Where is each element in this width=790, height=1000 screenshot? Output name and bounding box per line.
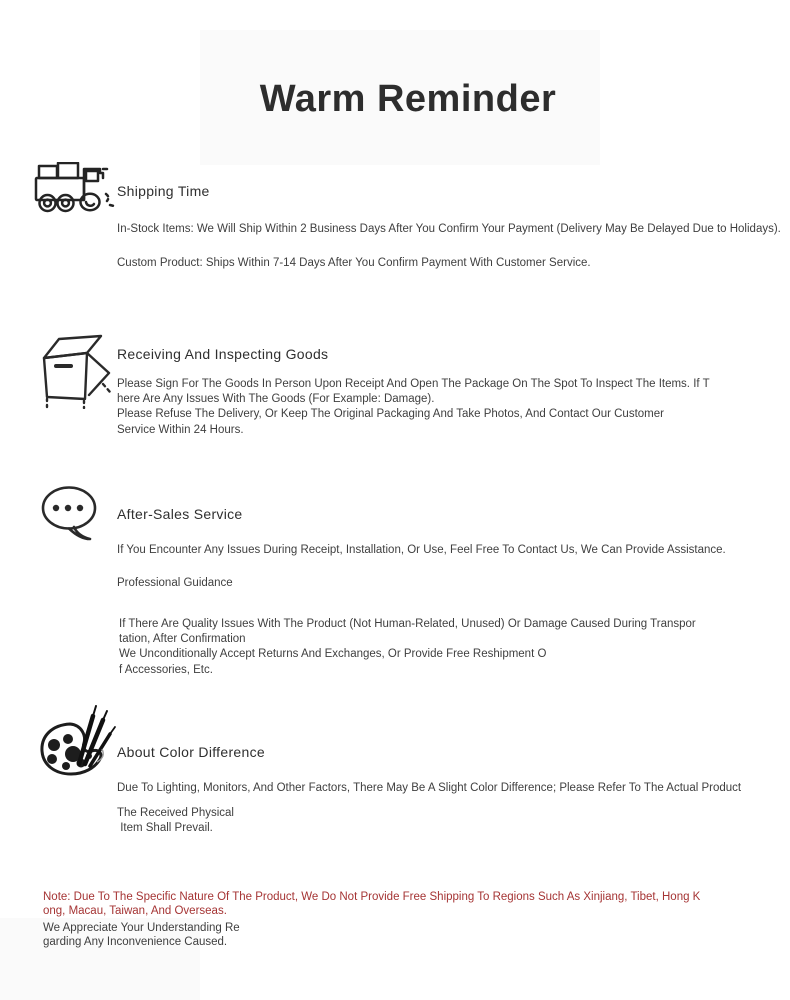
note-line: We Appreciate Your Understanding Re — [43, 922, 240, 934]
note-line: garding Any Inconvenience Caused. — [43, 936, 228, 949]
text-line: Service Within 24 Hours. — [117, 423, 244, 436]
color-difference-text: Due To Lighting, Monitors, And Other Factors, There May Be A Slight Color Difference; Please Refer To The Actual Product — [117, 782, 742, 794]
section-heading-shipping-time: Shipping Time — [117, 183, 210, 199]
text-line: If There Are Quality Issues With The Product (Not Human-Related, Unused) Or Damage Caused During Transpor — [119, 618, 696, 630]
shipping-regions-note — [43, 890, 790, 919]
section-heading-color-difference: About Color Difference — [117, 744, 265, 760]
text-line: here Are Any Issues With The Goods (For Example: Damage). — [117, 393, 435, 406]
shipping-custom-text: Custom Product: Ships Within 7-14 Days After You Confirm Payment With Customer Service. — [117, 257, 591, 269]
text-line: We Unconditionally Accept Returns And Exchanges, Or Provide Free Reshipment O — [119, 648, 547, 661]
text-line: f Accessories, Etc. — [119, 663, 213, 676]
note-line: ong, Macau, Taiwan, And Overseas. — [43, 905, 227, 918]
aftersales-returns-text — [119, 617, 790, 678]
box-icon — [37, 329, 113, 409]
text-line: tation, After Confirmation — [119, 633, 246, 646]
page-title: Warm Reminder — [259, 78, 557, 120]
truck-icon — [34, 162, 118, 214]
understanding-note — [43, 921, 790, 949]
text-line: The Received Physical — [117, 807, 234, 819]
aftersales-contact-text: If You Encounter Any Issues During Receipt, Installation, Or Use, Feel Free To Contact Us, We Can Provide Assistance. — [117, 544, 726, 556]
section-heading-after-sales: After-Sales Service — [117, 506, 243, 522]
receiving-text — [117, 377, 790, 438]
section-heading-receiving: Receiving And Inspecting Goods — [117, 346, 329, 362]
shipping-instock-text: In-Stock Items: We Will Ship Within 2 Business Days After You Confirm Your Payment (Delivery May Be Delayed Due to Holidays). — [117, 223, 781, 235]
text-line: Item Shall Prevail. — [117, 821, 213, 834]
palette-icon — [37, 702, 117, 777]
aftersales-guidance-text: Professional Guidance — [117, 577, 233, 589]
text-line: Please Refuse The Delivery, Or Keep The Original Packaging And Take Photos, And Contact Our Customer — [117, 408, 664, 421]
text-line: Please Sign For The Goods In Person Upon Receipt And Open The Package On The Spot To Inspect The Items. If T — [117, 378, 710, 390]
note-line: Note: Due To The Specific Nature Of The Product, We Do Not Provide Free Shipping To Regions Such As Xinjiang, Tibet, Hong K — [43, 891, 701, 903]
color-difference-prevail-text — [117, 806, 790, 835]
chat-bubble-icon — [40, 484, 100, 542]
